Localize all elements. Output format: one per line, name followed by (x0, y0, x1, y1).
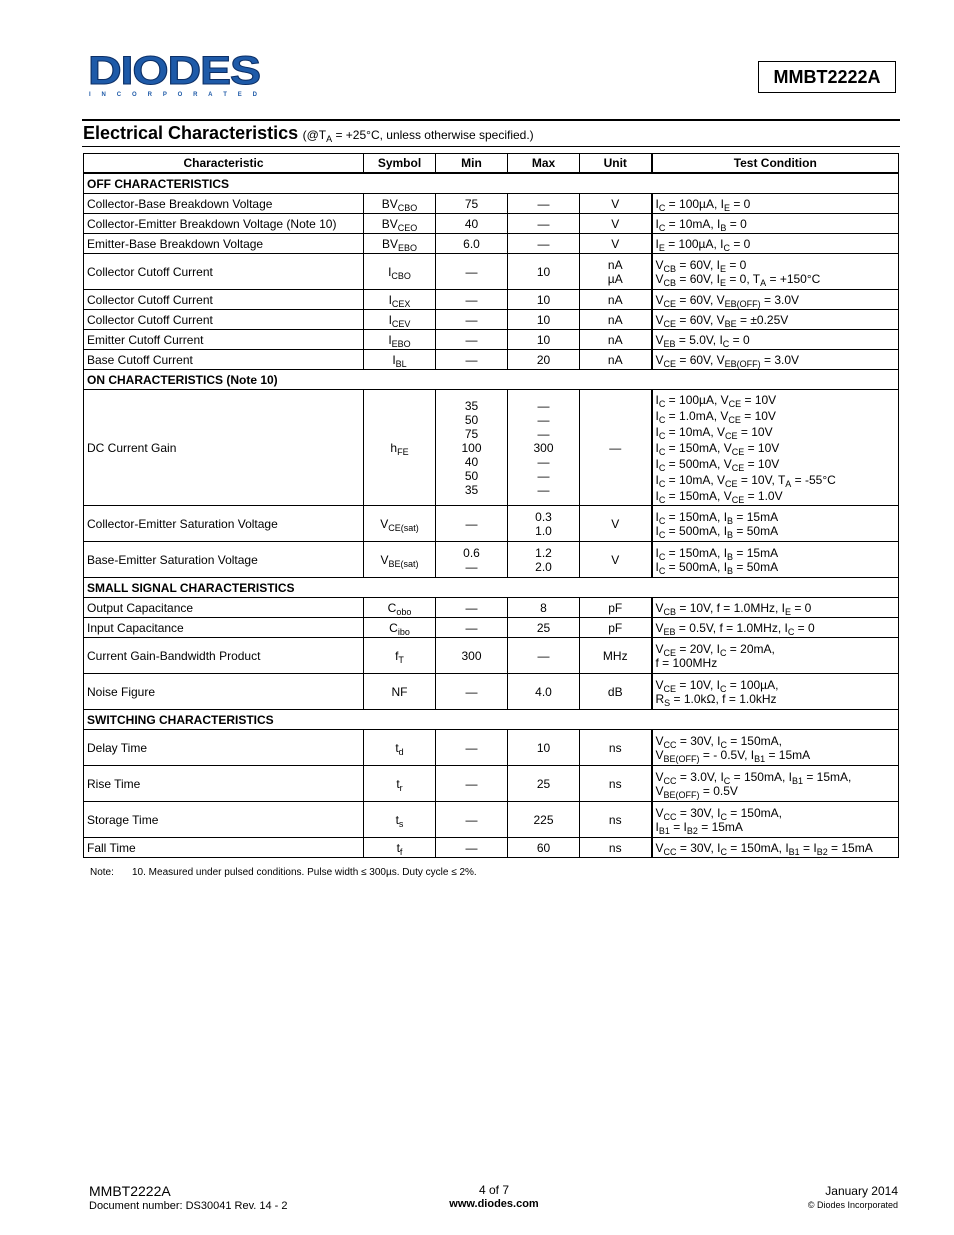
max-cell: — (508, 234, 580, 254)
table-row (84, 194, 899, 214)
max-cell: 1.2 2.0 (508, 542, 580, 578)
max-cell: — (508, 214, 580, 234)
page-number: 4 of 7 (478, 1183, 510, 1197)
condition-cell: $V_{CE} = 60V$, $V_{EB(OFF)} = 3.0V$ (652, 350, 899, 370)
symbol-cell: $C_{ibo}$ (364, 618, 436, 638)
footer-copyright: © Diodes Incorporated (807, 1200, 898, 1210)
char-cell: Input Capacitance (84, 618, 364, 638)
unit-cell: nA µA (580, 254, 652, 290)
logo-wordmark: DIODES (88, 50, 261, 93)
table-row (84, 730, 899, 766)
symbol-cell: $I_{CBO}$ (364, 254, 436, 290)
section-label: ON CHARACTERISTICS (Note 10) (84, 370, 899, 390)
symbol-cell: NF (364, 674, 436, 710)
max-cell: 10 (508, 310, 580, 330)
char-cell: Storage Time (84, 802, 364, 838)
min-cell: — (436, 290, 508, 310)
symbol-cell: $t_r$ (364, 766, 436, 802)
condition-cell: $V_{CC} = 30V$, $I_C = 150mA$, $V_{BE(OFF)}$ = - 0.5V, $I_{B1} = 15mA$ (652, 730, 899, 766)
max-cell: 60 (508, 838, 580, 858)
min-cell: — (436, 802, 508, 838)
electrical-characteristics-table (83, 153, 899, 858)
condition-cell: $V_{CE} = 10V$, $I_C = 100\mu A$, $R_S = 1.0k\Omega$, f = 1.0kHz (652, 674, 899, 710)
header-rule (82, 119, 900, 121)
unit-cell: V (580, 234, 652, 254)
min-cell: 35 50 75 100 40 50 35 (436, 390, 508, 506)
unit-cell: V (580, 194, 652, 214)
max-cell: — (508, 194, 580, 214)
condition-cell: $I_C = 10mA$, $I_B = 0$ (652, 214, 899, 234)
symbol-cell: $I_{EBO}$ (364, 330, 436, 350)
min-cell: — (436, 350, 508, 370)
table-row (84, 766, 899, 802)
char-cell: Current Gain-Bandwidth Product (84, 638, 364, 674)
condition-cell: $V_{CC} = 30V$, $I_C = 150mA$, $I_{B1} = I_{B2} = 15mA$ (652, 838, 899, 858)
max-cell: 10 (508, 330, 580, 350)
footer-right (700, 1184, 898, 1210)
symbol-cell: $I_{CEX}$ (364, 290, 436, 310)
footer-date: January 2014 (825, 1184, 898, 1198)
unit-cell: ns (580, 802, 652, 838)
min-cell: 0.6 — (436, 542, 508, 578)
condition-cell: $I_C = 150mA$, $I_B = 15mA$ $I_C = 500mA$, $I_B = 50mA$ (652, 542, 899, 578)
column-header: Unit (580, 154, 652, 174)
symbol-cell: $t_d$ (364, 730, 436, 766)
condition-cell: $V_{CE} = 60V$, $V_{EB(OFF)} = 3.0V$ (652, 290, 899, 310)
column-header: Max (508, 154, 580, 174)
condition-cell: $I_C = 150mA$, $I_B = 15mA$ $I_C = 500mA$, $I_B = 50mA$ (652, 506, 899, 542)
section-label: OFF CHARACTERISTICS (84, 173, 899, 194)
table-row (84, 290, 899, 310)
symbol-cell: $V_{BE(sat)}$ (364, 542, 436, 578)
symbol-cell: $t_f$ (364, 838, 436, 858)
min-cell: — (436, 506, 508, 542)
table-row (84, 310, 899, 330)
condition-cell: $V_{CB} = 10V$, f = 1.0MHz, $I_E = 0$ (652, 598, 899, 618)
table-row (84, 638, 899, 674)
unit-cell: dB (580, 674, 652, 710)
table-note (90, 867, 477, 878)
symbol-cell: $f_T$ (364, 638, 436, 674)
symbol-cell: $h_{FE}$ (364, 390, 436, 506)
footer-center (377, 1183, 611, 1210)
unit-cell: MHz (580, 638, 652, 674)
char-cell: Collector Cutoff Current (84, 310, 364, 330)
table-row (84, 390, 899, 506)
section-row (84, 173, 899, 194)
condition-cell: $V_{EB} = 0.5V$, f = 1.0MHz, $I_C = 0$ (652, 618, 899, 638)
symbol-cell: $BV_{CEO}$ (364, 214, 436, 234)
char-cell: Emitter Cutoff Current (84, 330, 364, 350)
unit-cell: pF (580, 598, 652, 618)
max-cell: 10 (508, 254, 580, 290)
section-label: SMALL SIGNAL CHARACTERISTICS (84, 578, 899, 598)
condition-cell: $I_C = 100\mu A$, $I_E = 0$ (652, 194, 899, 214)
char-cell: Output Capacitance (84, 598, 364, 618)
table-row (84, 234, 899, 254)
char-cell: Collector Cutoff Current (84, 254, 364, 290)
condition-cell: $V_{CB} = 60V$, $I_E = 0$ $V_{CB} = 60V$, $I_E = 0$, $T_A = +150^\circ C$ (652, 254, 899, 290)
char-cell: Collector-Base Breakdown Voltage (84, 194, 364, 214)
section-title-text: Electrical Characteristics (83, 123, 299, 143)
char-cell: Rise Time (84, 766, 364, 802)
symbol-cell: $t_s$ (364, 802, 436, 838)
condition-cell: $I_E = 100\mu A$, $I_C = 0$ (652, 234, 899, 254)
char-cell: Emitter-Base Breakdown Voltage (84, 234, 364, 254)
unit-cell: nA (580, 310, 652, 330)
max-cell: — (508, 638, 580, 674)
char-cell: DC Current Gain (84, 390, 364, 506)
min-cell: — (436, 618, 508, 638)
section-subtitle: ($@T_A = +25^\circ C$, unless otherwise specified.) (302, 128, 534, 144)
table-row (84, 618, 899, 638)
min-cell: 40 (436, 214, 508, 234)
diodes-logo (88, 50, 263, 100)
table-row (84, 350, 899, 370)
unit-cell: V (580, 214, 652, 234)
char-cell: Fall Time (84, 838, 364, 858)
max-cell: 10 (508, 290, 580, 310)
table-row (84, 330, 899, 350)
symbol-cell: $I_{CEV}$ (364, 310, 436, 330)
char-cell: Base-Emitter Saturation Voltage (84, 542, 364, 578)
column-header: Test Condition (652, 154, 899, 174)
column-header: Min (436, 154, 508, 174)
min-cell: 300 (436, 638, 508, 674)
symbol-cell: $BV_{CBO}$ (364, 194, 436, 214)
max-cell: 25 (508, 618, 580, 638)
unit-cell: ns (580, 766, 652, 802)
condition-cell: $I_C = 100\mu A$, $V_{CE} = 10V$ $I_C = 1.0mA$, $V_{CE} = 10V$ $I_C = 10mA$, $V_{CE} = 10V$ $I_C = 150mA$, $V_{CE} = 10V$ $I_C = 500mA$, $V_{CE} = 10V$ $I_C = 10mA$, $V_{CE} = 10V$, $T_A = -55^\circ C$ $I_C = 150mA$, $V_{CE} = 1.0V$ (652, 390, 899, 506)
char-cell: Collector-Emitter Breakdown Voltage (Note 10) (84, 214, 364, 234)
note-label: Note: (90, 867, 114, 878)
table-row (84, 542, 899, 578)
max-cell: 225 (508, 802, 580, 838)
condition-cell: $V_{CE} = 20V$, $I_C = 20mA$, f = 100MHz (652, 638, 899, 674)
char-cell: Collector-Emitter Saturation Voltage (84, 506, 364, 542)
min-cell: — (436, 674, 508, 710)
section-row (84, 710, 899, 730)
unit-cell: nA (580, 350, 652, 370)
unit-cell: V (580, 542, 652, 578)
char-cell: Noise Figure (84, 674, 364, 710)
section-row (84, 578, 899, 598)
min-cell: — (436, 838, 508, 858)
char-cell: Base Cutoff Current (84, 350, 364, 370)
footer-left (89, 1183, 288, 1212)
footer-part-number: MMBT2222A (89, 1183, 171, 1199)
symbol-cell: $C_{obo}$ (364, 598, 436, 618)
section-label: SWITCHING CHARACTERISTICS (84, 710, 899, 730)
min-cell: 6.0 (436, 234, 508, 254)
min-cell: — (436, 330, 508, 350)
max-cell: — — — 300 — — — (508, 390, 580, 506)
min-cell: — (436, 766, 508, 802)
website-link[interactable]: www.diodes.com (449, 1198, 539, 1210)
max-cell: 8 (508, 598, 580, 618)
min-cell: — (436, 254, 508, 290)
unit-cell: V (580, 506, 652, 542)
max-cell: 0.3 1.0 (508, 506, 580, 542)
table-header (84, 154, 899, 174)
char-cell: Collector Cutoff Current (84, 290, 364, 310)
note-text: 10. Measured under pulsed conditions. Pulse width ≤ 300µs. Duty cycle ≤ 2%. (132, 867, 477, 878)
symbol-cell: $I_{BL}$ (364, 350, 436, 370)
unit-cell: ns (580, 730, 652, 766)
column-header: Symbol (364, 154, 436, 174)
table-row (84, 598, 899, 618)
condition-cell: $V_{CE} = 60V$, $V_{BE} = \pm 0.25V$ (652, 310, 899, 330)
table-row (84, 506, 899, 542)
symbol-cell: $V_{CE(sat)}$ (364, 506, 436, 542)
condition-cell: $V_{EB} = 5.0V$, $I_C = 0$ (652, 330, 899, 350)
section-row (84, 370, 899, 390)
symbol-cell: $BV_{EBO}$ (364, 234, 436, 254)
unit-cell: nA (580, 290, 652, 310)
condition-cell: $V_{CC} = 3.0V$, $I_C = 150mA$, $I_{B1} = 15mA$, $V_{BE(OFF)} = 0.5V$ (652, 766, 899, 802)
title-rule (82, 146, 900, 147)
logo-subtitle: I N C O R P O R A T E D (89, 92, 257, 98)
min-cell: — (436, 730, 508, 766)
table-row (84, 838, 899, 858)
table-row (84, 254, 899, 290)
min-cell: — (436, 310, 508, 330)
max-cell: 4.0 (508, 674, 580, 710)
table-row (84, 674, 899, 710)
part-number-box: MMBT2222A (758, 61, 896, 93)
unit-cell: ns (580, 838, 652, 858)
footer-document-number: Document number: DS30041 Rev. 14 - 2 (89, 1200, 288, 1212)
unit-cell: nA (580, 330, 652, 350)
condition-cell: $V_{CC} = 30V$, $I_C = 150mA$, $I_{B1} = I_{B2} = 15mA$ (652, 802, 899, 838)
max-cell: 10 (508, 730, 580, 766)
max-cell: 25 (508, 766, 580, 802)
column-header: Characteristic (84, 154, 364, 174)
min-cell: — (436, 598, 508, 618)
unit-cell: pF (580, 618, 652, 638)
table-row (84, 214, 899, 234)
table-row (84, 802, 899, 838)
section-title (83, 123, 534, 144)
unit-cell: — (580, 390, 652, 506)
max-cell: 20 (508, 350, 580, 370)
min-cell: 75 (436, 194, 508, 214)
char-cell: Delay Time (84, 730, 364, 766)
